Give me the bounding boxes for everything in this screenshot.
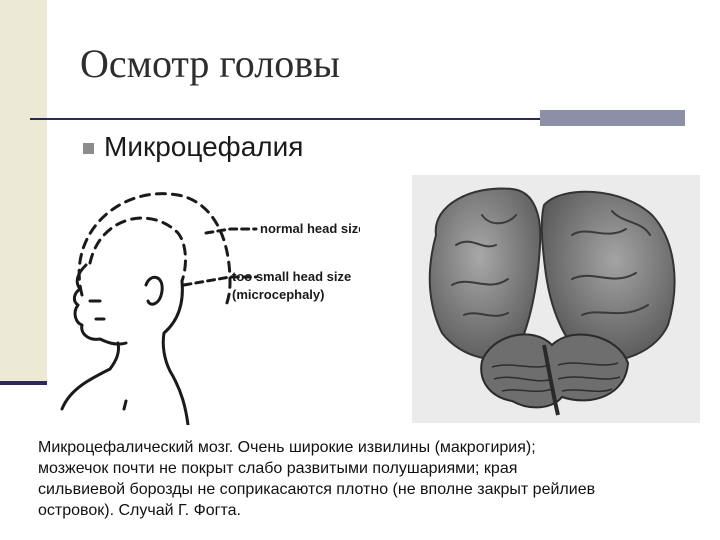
microcephaly-head-figure	[60, 173, 360, 425]
normal-label-pointer	[206, 229, 256, 233]
ear	[146, 277, 162, 304]
face-profile	[74, 265, 126, 344]
bullet-text: Микроцефалия	[104, 131, 304, 162]
normal-head-dashed-outline	[79, 194, 230, 308]
caption-line: сильвиевой борозды не соприкасаются плотно (не вполне закрыт рейлиев	[38, 481, 596, 498]
left-decor-line	[0, 381, 47, 385]
small-head-dashed-outline	[90, 218, 185, 281]
title-divider-accent	[540, 110, 685, 126]
figure-caption	[38, 437, 708, 521]
label-too-small-head-size: too small head size	[232, 269, 352, 284]
bullet-square-icon	[83, 143, 94, 154]
label-normal-head-size: normal head size	[260, 221, 360, 236]
caption-line: Микроцефалический мозг. Очень широкие извилины (макрогирия);	[38, 439, 536, 456]
brain-illustration-icon	[412, 175, 700, 423]
label-microcephaly: (microcephaly)	[232, 287, 325, 302]
left-hemisphere	[430, 188, 541, 358]
microcephalic-brain-figure	[412, 175, 700, 423]
left-decor-bar	[0, 0, 47, 383]
slide-title: Осмотр головы	[80, 41, 340, 86]
caption-line: мозжечок почти не покрыт слабо развитыми полушариями; края	[38, 460, 518, 477]
head-outline-drawing	[60, 173, 360, 425]
caption-line: островок). Случай Г. Фогта.	[38, 502, 241, 519]
